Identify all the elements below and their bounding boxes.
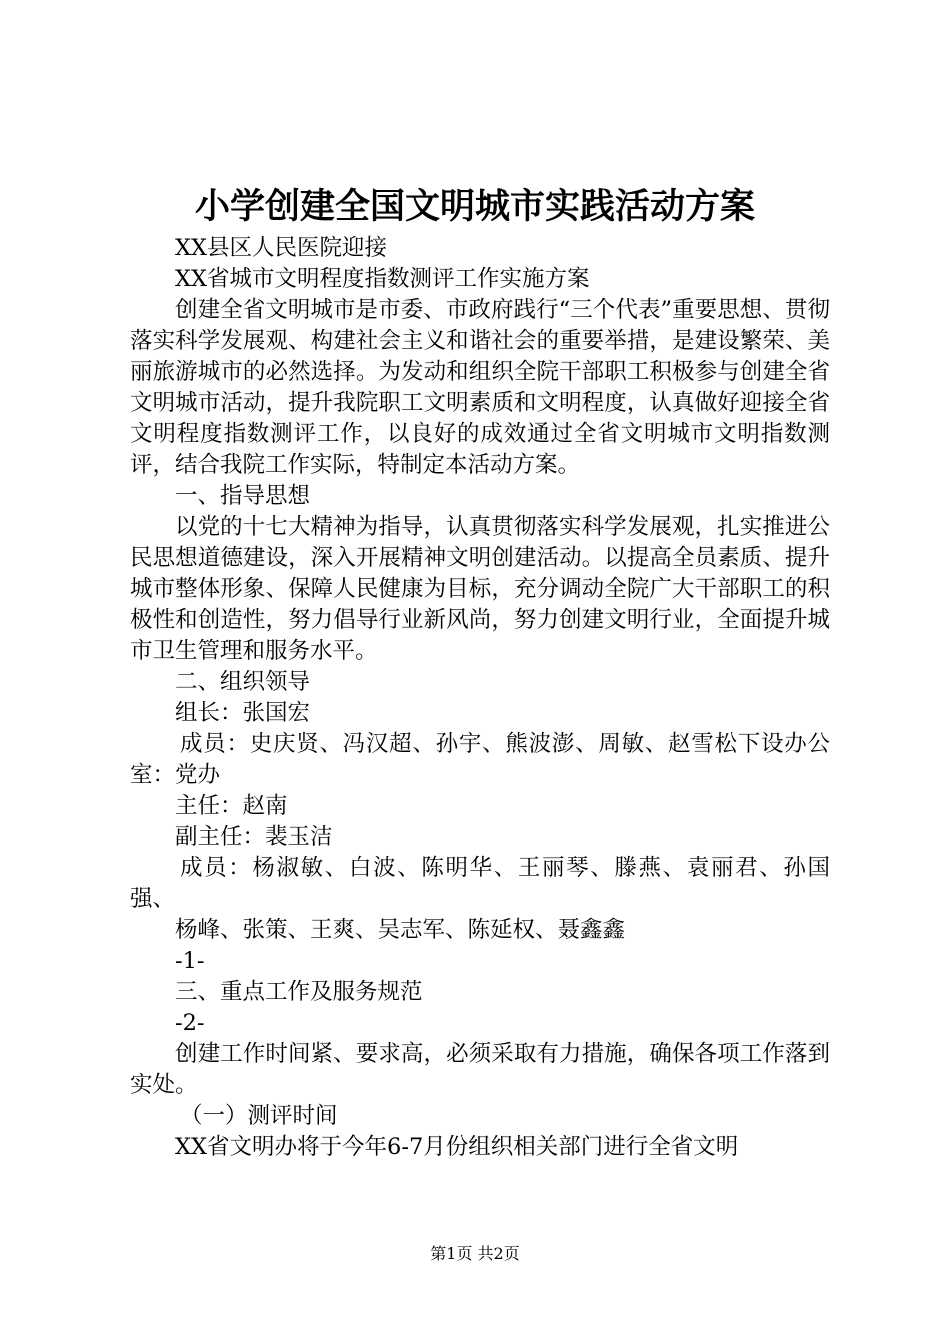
members-line-1: 成员：史庆贤、冯汉超、孙宇、熊波澎、周敏、赵雪松下设办公室：党办 — [130, 731, 830, 788]
paragraph-6: XX省文明办将于今年6-7月份组织相关部门进行全省文明 — [175, 1134, 739, 1160]
leader-line: 组长：张国宏 — [175, 700, 311, 726]
paragraph-5: 创建工作时间紧、要求高，必须采取有力措施，确保各项工作落到实处。 — [130, 1041, 830, 1098]
paragraph-3: 创建全省文明城市是市委、市政府践行“三个代表”重要思想、贯彻落实科学发展观、构建社会主义和谐社会的重要举措，是建设繁荣、美丽旅游城市的必然选择。为发动和组织全院干部职工积极参与创建全省文明城市活动，提升我院职工文明素质和文明程度，认真做好迎接全省文明程度指数测评工作，以良好的成效通过全省文明城市文明指数测评，结合我院工作实际，特制定本活动方案。 — [130, 297, 830, 478]
section-heading-1: 一、指导思想 — [175, 483, 311, 509]
director-line: 主任：赵南 — [175, 793, 288, 819]
document-body — [130, 233, 830, 1163]
subsection-heading-1: （一）测评时间 — [180, 1103, 338, 1129]
section-heading-2: 二、组织领导 — [175, 669, 311, 695]
members-line-2: 成员：杨淑敏、白波、陈明华、王丽琴、滕燕、袁丽君、孙国强、 — [130, 855, 830, 912]
page-footer: 第1页 共2页 — [430, 1244, 520, 1263]
paragraph-4: 以党的十七大精神为指导，认真贯彻落实科学发展观，扎实推进公民思想道德建设，深入开展精神文明创建活动。以提高全员素质、提升城市整体形象、保障人民健康为目标，充分调动全院广大干部职工的积极性和创造性，努力倡导行业新风尚，努力创建文明行业，全面提升城市卫生管理和服务水平。 — [130, 514, 830, 664]
deputy-director-line: 副主任：裴玉洁 — [175, 824, 333, 850]
paragraph-2: XX省城市文明程度指数测评工作实施方案 — [175, 266, 590, 292]
page-marker-1: -1- — [175, 948, 205, 974]
members-line-3: 杨峰、张策、王爽、吴志军、陈延权、聂鑫鑫 — [175, 917, 626, 943]
document-title: 小学创建全国文明城市实践活动方案 — [194, 186, 755, 227]
paragraph-1: XX县区人民医院迎接 — [175, 235, 388, 261]
page-marker-2: -2- — [175, 1010, 205, 1036]
section-heading-3: 三、重点工作及服务规范 — [175, 979, 423, 1005]
